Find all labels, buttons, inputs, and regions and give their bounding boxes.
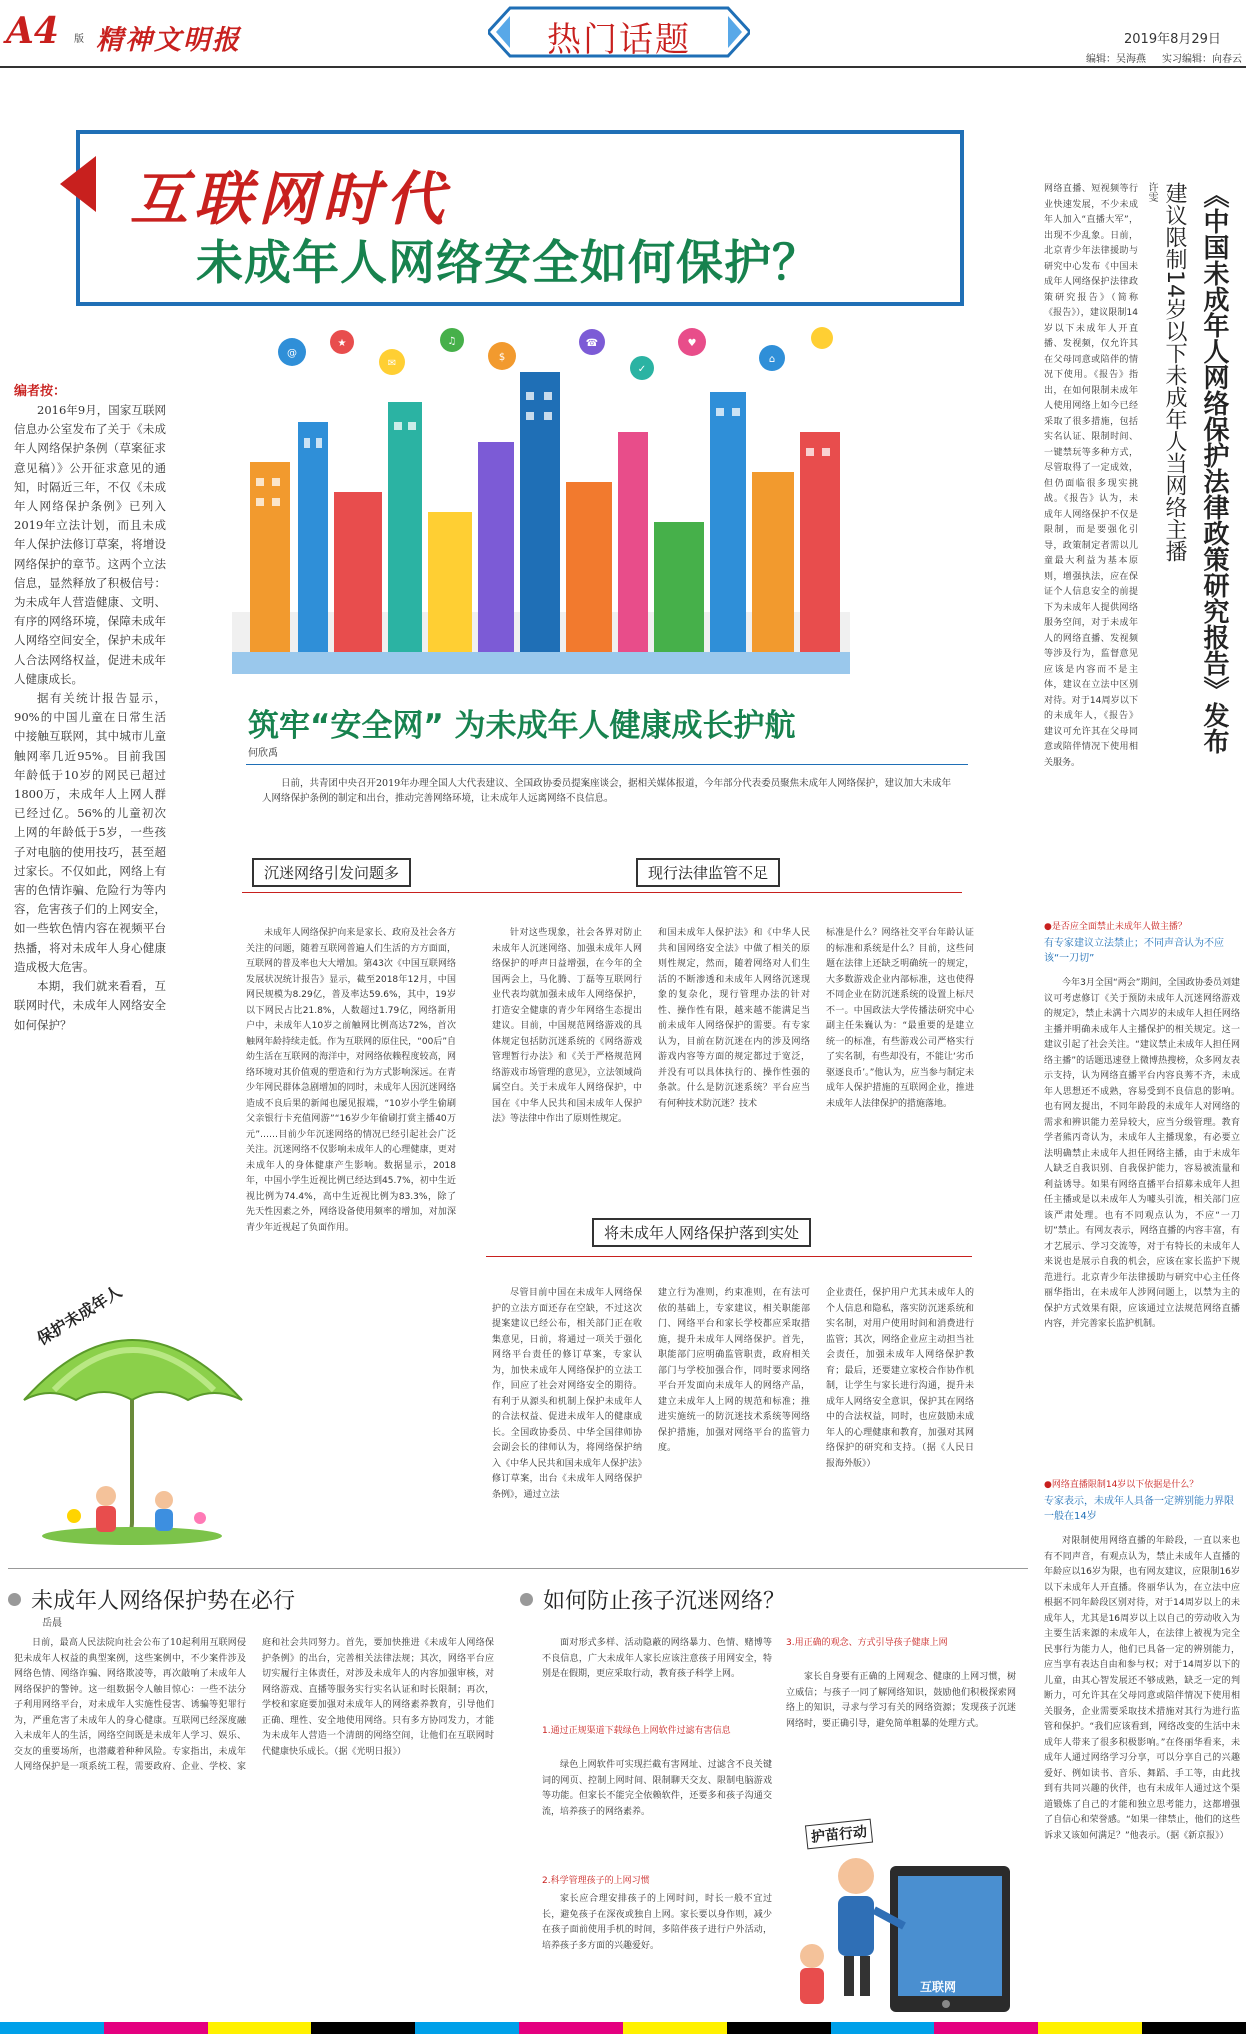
report-col-c: 对限制使用网络直播的年龄段，一直以来也有不同声音，有观点认为，禁止未成年人直播的年龄应以16岁为限，也有网友建议，应限制16岁以下未成年人开直播。佟丽华认为，在立法中应根据不同年龄段区别对待，对于14周岁以上的未成年人，尤其是16周岁以上以自己的劳动收入为主要生活来源的未成年人，在法律上被视为完全民事行为能力人，他们已具备一定的辨别能力，应当享有表达自由和参与权；对于14周岁以下的儿童，由其心智发展还不够成熟，缺乏一定的判断力，可允许其在父母同意或陪伴情况下使用相关服务，企业需要采取技术措施对其行为进行监管和保护。“我们应该看到，网络改变的生活中未成年人带来了很多积极影响。”在佟丽华看来，未成年人通过网络学习分享，可以分享自己的兴趣爱好、例如读书、音乐、舞蹈、手工等，由此找到有共同兴趣的伙伴，也有未成年人通过这个渠道锻炼了自己的才能和独立思考能力，这都增强了自信心和荣誉感。“如果一律禁止，他们的这些诉求又该如何满足？”他表示。（据《新京报》） [1044,1536,1240,1841]
tip1-title: 1.通过正规渠道下载绿色上网软件过滤有害信息 [542,1726,731,1736]
masthead [0,0,1246,68]
report-col-a: 网络直播、短视频等行业快速发展，不少未成年人加入“直播大军”，出现不少乱象。日前，北京青少年法律援助与研究中心发布《中国未成年人网络保护法律政策研究报告》（简称《报告》），建议限制14岁以下未成年人开直播、发视频，仅允许其在父母同意或陪伴的情况下使用。《报告》指出，在如何限制未成年人使用网络上如今已经采取了很多措施，包括实名认证、限制时间、一键禁玩等多种方式，尽管取得了一定成效，但仍面临很多现实挑战。《报告》认为，未成年人网络保护不仅是限制，而是要强化引导，政策制定者需以儿童最大利益为基本原则，增强执法，应在保证个人信息安全的前提下为未成年人提供网络服务空间，对于未成年人的网络直播、发视频等涉及行为，监督意见应该是内容而不是主体，建议在立法中区别对待。对于14周岁以下的未成年人，《报告》建议可允许其在父母同意或陪伴情况下使用相关服务。 [1044,184,1138,768]
footer-color-bar [0,2022,1246,2034]
page-number: A4 [6,10,59,52]
tips-intro: 面对形式多样、活动隐蔽的网络暴力、色情、赌博等不良信息，广大未成年人家长应该注意孩子用网安全，特别是在假期，更应采取行动，教育孩子科学上网。 [542,1638,772,1679]
section-title: 热门话题 [547,20,691,60]
report-q2-answer: 专家表示，未成年人具备一定辨别能力界限一般在14岁 [1044,1496,1234,1522]
umbrella-label: 保护未成年人 [33,1281,126,1349]
main-article-lead: 日前，共青团中央召开2019年办理全国人大代表建议、全国政协委员提案座谈会，据相关媒体报道，今年部分代表委员聚焦未成年人网络保护，建议加大未成年人网络保护条例的制定和出台，推动完善网络环境，让未成年人远离网络不良信息。 [262,778,952,804]
section-rule-3 [486,1256,972,1257]
cartoon-illustration [786,1806,1018,2020]
section2-tag: 现行法律监管不足 [636,858,780,887]
tip2-title: 2.科学管理孩子的上网习惯 [542,1876,650,1886]
report-q2: ●网络直播限制14岁以下依据是什么？ [1044,1480,1199,1490]
svg-text:@: @ [287,348,297,359]
umbrella-illustration [14,1281,250,1550]
section1-tag: 沉迷网络引发问题多 [252,858,411,887]
svg-text:♫: ♫ [447,336,457,347]
cartoon-label-action: 护苗行动 [805,1819,873,1850]
report-col-a-cont [1044,782,1240,902]
main-article-title: 筑牢“安全网” 为未成年人健康成长护航 [248,708,796,744]
tip1-text: 绿色上网软件可实现拦截有害网址、过滤含不良关键词的网页、控制上网时间、限制聊天交友、限制电脑游戏等功能。但家长不能完全依赖软件，还要多和孩子沟通交流，培养孩子的网络素养。 [542,1760,772,1817]
svg-text:✓: ✓ [637,364,647,375]
editor-note [14,380,166,1035]
report-q1: ●是否应全面禁止未成年人做主播？ [1044,922,1187,932]
main-col-6: 建立行为准则，约束准则，在有法可依的基础上，专家建议，相关职能部门、网络平台和家长学校都应采取措施，提升未成年人网络保护。首先，职能部门应明确监管职责，政府相关部门与学校加强合作，同时要求网络平台开发面向未成年人的网络产品，建立未成年人上网的规范和标准；推进实施统一的防沉迷技术系统等网络保护措施，加强对网络平台的监管力度。 [658,1288,810,1453]
section-banner [488,4,750,60]
bottom-left-author: 岳晨 [42,1618,62,1629]
bottom-rule [8,1568,1028,1569]
main-col-1: 未成年人网络保护向来是家长、政府及社会各方关注的问题，随着互联网普遍人们生活的方方面面，互联网的普及率也大大增加。第43次《中国互联网络发展状况统计报告》显示，截至2018年12月，中国网民规模为8.29亿，普及率达59.6%，其中，19岁以下网民占比21.8%，人数超过1.79亿，网络新用户中，未成年人10岁之前触网比例高达72%，首次触网年龄持续走低。作为互联网的原住民，“00后”自幼生活在互联网的海洋中，对网络依赖程度较高，网络环境对其价值观的塑造和行为方式影响深远。在青少年网民群体急剧增加的同时，未成年人因沉迷网络造成不良后果的新闻也屡见报端，“10岁小学生偷刷父亲银行卡充值网游”“16岁少年偷刷打赏主播40万元”……目前少年沉迷网络的情况已经引起社会广泛关注。沉迷网络不仅影响未成年人的心理健康，更对未成年人的身体健康产生影响。数据显示，2018年，中国小学生近视比例已经达到45.7%，初中生近视比例为74.4%，高中生近视比例为83.3%，除了先天性因素之外，网络设备使用频率的增加，对加深青少年近视起了负面作用。 [246,928,456,1233]
report-subtitle: 建议限制14岁以下未成年人当网络主播 [1162,182,1187,562]
paper-name: 精神文明报 [96,25,241,56]
svg-text:$: $ [498,352,506,363]
bullet-icon [8,1593,21,1606]
tip3-title: 3.用正确的观念、方式引导孩子健康上网 [786,1638,948,1648]
bottom-left-heading [8,1584,295,1615]
masthead-rule [0,66,1246,68]
section-rule-1 [242,892,962,893]
svg-text:✉: ✉ [387,358,397,369]
city-skyline-image [232,312,850,674]
main-col-4: 标准是什么？网络社交平台年龄认证的标准和系统是什么？目前，这些问题在法律上还缺乏明确统一的规定，大多数游戏企业内部标准，这也使得不同企业在防沉迷系统的设置上标尺不一。中国政法大学传播法研究中心副主任朱巍认为：“最重要的是建立统一的标准，有些游戏公司严格实行了实名制，有些却没有，不能让‘劣币驱逐良币’。”他认为，应当参与制定未成年人保护措施的互联网企业，推进未成年人法律保护的措施落地。 [826,928,974,1109]
bottom-right-title: 如何防止孩子沉迷网络？ [543,1589,786,1614]
main-col-2: 针对这些现象，社会各界对防止未成年人沉迷网络、加强未成年人网络保护的呼声日益增强，在今年的全国两会上，马化腾、丁磊等互联网行业代表均就加强未成年人网络保护，打造安全健康的青少年网络生态提出建议。目前，中国规范网络游戏的具体规定包括防沉迷系统的《网络游戏管理暂行办法》和《关于严格规范网络游戏市场管理的意见》，立法领域尚属空白。关于未成年人网络保护，中国在《中华人民共和国未成年人保护法》等法律中作出了原则性规定。 [492,928,642,1124]
bottom-right-heading [520,1584,785,1615]
bottom-left-text: 日前，最高人民法院向社会公布了10起利用互联网侵犯未成年人权益的典型案例，这些案例中，不少案件涉及网络色情、网络诈骗、网络欺凌等，再次敲响了未成年人网络保护的警钟。这一组数据令人触目惊心：一些不法分子利用网络平台，对未成年人实施性侵害、诱骗等犯罪行为，严重危害了未成年人的身心健康。互联网已经深度融入未成年人的生活，网络空间既是未成年人学习、娱乐、交友的重要场所，也潜藏着种种风险。专家指出，未成年人网络保护是一项系统工程，需要政府、企业、学校、家庭和社会共同努力。首先，要加快推进《未成年人网络保护条例》的出台，完善相关法律法规；其次，网络平台应切实履行主体责任，对涉及未成年人的内容加强审核，对网络游戏、直播等服务实行实名认证和时长限制；再次，学校和家庭要加强对未成年人的网络素养教育，引导他们正确、理性、安全地使用网络。只有多方协同发力，才能为未成年人营造一个清朗的网络空间，让他们在互联网时代健康快乐成长。（据《光明日报》） [14,1638,494,1772]
proofreader-credit: 实习编辑：向春云 [1162,54,1242,65]
svg-text:☎: ☎ [585,338,599,349]
report-q1-answer: 有专家建议立法禁止；不同声音认为不应该“一刀切” [1044,938,1224,964]
editor-note-p1: 2016年9月，国家互联网信息办公室发布了关于《未成年人网络保护条例（草案征求意见稿）》公开征求意见的通知，时隔近三年，不仅《未成年人网络保护条例》已列入2019年立法计划，而且未成年人保护法修订草案，将增设网络保护的章节。这两个立法信息，显然释放了积极信号：为未成年人营造健康、文明、有序的网络环境，保障未成年人网络空间安全，保护未成年人合法网络权益，促进未成年人健康成长。 [14,403,166,686]
main-article-author: 何欣禹 [248,748,278,759]
main-col-3: 和国未成年人保护法》和《中华人民共和国网络安全法》中做了相关的原则性规定，然而，随着网络对人们生活的不断渗透和未成年人网络沉迷现象的复杂化，现行管理办法的针对性、操作性有限，越来越不能满足当前未成年人网络保护的需要。有专家认为，目前在防沉迷在内的涉及网络游戏内容等方面的规定都过于宽泛，并没有可以具体执行的、操作性强的条款。什么是防沉迷系统？平台应当有何种技术防沉迷？技术 [658,928,810,1109]
main-col-7: 企业责任，保护用户尤其未成年人的个人信息和隐私，落实防沉迷系统和实名制，对用户使用时间和消费进行监管；其次，网络企业应主动担当社会责任，加强未成年人网络保护教育；最后，还要建立家校合作协作机制，让学生与家长进行沟通，提升未成年人网络安全意识，保护其在网络中的合法权益，同时，也应鼓励未成年人的心理健康和教育，加强对其网络保护的研究和支持。（据《人民日报海外版》） [826,1288,974,1469]
editor-note-label: 编者按： [14,384,67,399]
city-illustration [232,312,850,674]
editor-note-p3: 本期，我们就来看看，互联网时代，未成年人网络安全如何保护？ [14,979,166,1032]
tip3-text: 家长自身要有正确的上网观念、健康的上网习惯，树立威信；与孩子一同了解网络知识，鼓励他们积极探索网络上的知识，寻求与学习有关的网络资源；发现孩子沉迷网络时，要正确引导，避免简单粗暴的处理方式。 [786,1672,1016,1729]
main-col-5: 尽管目前中国在未成年人网络保护的立法方面还存在空缺，不过这次提案建议已经公布，相关部门正在收集意见，日前，将通过一项关于强化网络平台责任的修订草案，专家认为，加快未成年人网络保护的立法工作，回应了社会对网络安全的期待。有利于从源头和机制上保护未成年人的合法权益、促进未成年人的健康成长。全国政协委员、中华全国律师协会副会长的律师认为，将网络保护纳入《中华人民共和国未成年人保护法》修订草案，出台《未成年人网络保护条例》，通过立法 [492,1288,642,1500]
page-unit: 版 [74,34,84,45]
report-title: 《中国未成年人网络保护法律政策研究报告》发布 [1199,182,1229,754]
frame-arrow [60,156,96,212]
section3-tag: 将未成年人网络保护落到实处 [592,1218,811,1247]
report-author: 许雯 [1146,182,1157,202]
headline-title: 未成年人网络安全如何保护？ [196,236,820,291]
bullet-icon-2 [520,1593,533,1606]
title-rule [246,764,968,765]
svg-text:⌂: ⌂ [768,354,776,365]
issue-date: 2019年8月29日 [1124,32,1221,47]
headline-kicker: 互联网时代 [130,165,451,233]
svg-text:♥: ♥ [687,338,697,349]
editor-credit: 编辑：吴海燕 [1086,54,1146,65]
tip2-text: 家长应合理安排孩子的上网时间，时长一般不宜过长，避免孩子在深夜或独自上网。家长要以身作则，减少在孩子面前使用手机的时间，多陪伴孩子进行户外活动，培养孩子多方面的兴趣爱好。 [542,1894,772,1951]
bottom-left-title: 未成年人网络保护势在必行 [31,1589,296,1614]
report-col-b: 今年3月全国“两会”期间，全国政协委员刘建议可考虑修订《关于预防未成年人沉迷网络游戏的规定》，禁止未满十六周岁的未成年人担任网络主播并明确未成年人主播保护的相关规定。这一建议引起了社会关注。“建议禁止未成年人担任网络主播”的话题迅速登上微博热搜榜，众多网友表示支持，认为网络直播平台内容良莠不齐，未成年人思想还不成熟，容易受到不良信息的影响。也有网友提出，不同年龄段的未成年人对网络的需求和辨识能力差异较大，应当分级管理。教育学者熊丙奇认为，未成年人主播现象，有必要立法明确禁止未成年人担任网络主播，由于未成年人缺乏自我识别、自我保护能力，容易被流量和利益诱导。如果有网络直播平台招募未成年人担任主播或是以未成年人为噱头引流，相关部门应该严肃处理。也有不同观点认为，不应“一刀切”禁止。有网友表示，网络直播的内容丰富，有才艺展示、学习交流等，对于有特长的未成年人来说也是展示自我的机会，应该在家长监护下规范进行。北京青少年法律援助与研究中心主任佟丽华指出，在未成年人涉网问题上，以禁为主的保护方式效果有限，应该通过立法规范网络直播内容，并完善家长监护机制。 [1044,978,1240,1329]
editor-note-p2: 据有关统计报告显示，90%的中国儿童在日常生活中接触互联网，其中城市儿童触网率几近95%。目前我国年龄低于10岁的网民已超过1800万，未成年人上网人群已经过亿。56%的儿童初次上网的年龄低于5岁，一些孩子对电脑的使用技巧，甚至超过家长。不仅如此，网络上有害的色情诈骗、危险行为等内容，危害孩子们的上网安全，如一些软色情内容在视频平台热播，将对未成年人身心健康造成极大危害。 [14,691,166,974]
cartoon-label-internet: 互联网 [920,1980,957,1994]
svg-text:★: ★ [337,338,347,349]
